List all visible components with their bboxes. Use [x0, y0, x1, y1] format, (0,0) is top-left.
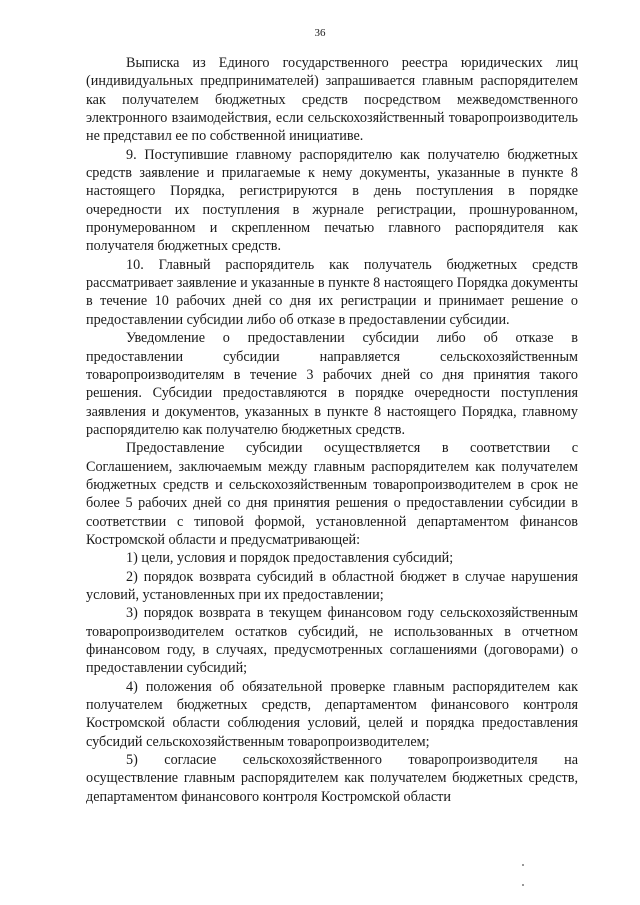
- paragraph-item-9: 9. Поступившие главному распорядителю как получателю бюджетных средств заявление и прилагаемые к нему документы, указанные в пункте 8 настоящего Порядка, регистрируются в день поступления в порядке очередности их поступления в журнале регистрации, прошнурованном, пронумерованном и скрепленном печатью главного распорядителя как получателя бюджетных средств.: [86, 146, 578, 255]
- list-item-5: 5) согласие сельскохозяйственного товаропроизводителя на осуществление главным распорядителем как получателем бюджетных средств, департаментом финансового контроля Костромской области: [86, 752, 578, 805]
- paragraph-notification: Уведомление о предоставлении субсидии либо об отказе в предоставлении субсидии направляется сельскохозяйственным товаропроизводителям в течение 3 рабочих дней со дня принятия такого решения. Субсидии предоставляются в порядке очередности поступления заявления и документов, указанных в пункте 8 настоящего Порядка, главному распорядителю как получателю бюджетных средств.: [86, 330, 578, 438]
- scan-speck: [522, 864, 524, 866]
- list-item-4: 4) положения об обязательной проверке главным распорядителем как получателем бюджетных средств, департаментом финансового контроля Костромской области соблюдения условий, целей и порядка предоставления субсидий сельскохозяйственным товаропроизводителем;: [86, 678, 578, 750]
- list-item-1: 1) цели, условия и порядок предоставления субсидий;: [126, 550, 454, 567]
- list-item-3: 3) порядок возврата в текущем финансовом году сельскохозяйственным товаропроизводителем остатков субсидий, не использованных в отчетном финансовом году, в случаях, предусмотренных соглашениями (договорами) о предоставлении субсидий;: [86, 605, 578, 677]
- list-item-2: 2) порядок возврата субсидий в областной бюджет в случае нарушения условий, установленных при их предоставлении;: [86, 568, 578, 603]
- paragraph-agreement: Предоставление субсидии осуществляется в соответствии с Соглашением, заключаемым между главным распорядителем как получателем бюджетных средств и сельскохозяйственным товаропроизводителем в срок не более 5 рабочих дней со дня принятия решения о предоставлении субсидии в соответствии с типовой формой, установленной департаментом финансов Костромской области и предусматривающей:: [86, 440, 578, 548]
- paragraph-egrul-extract: Выписка из Единого государственного реестра юридических лиц (индивидуальных предпринимателей) запрашивается главным распорядителем как получателем бюджетных средств посредством межведомственного электронного взаимодействия, если сельскохозяйственный товаропроизводитель не представил ее по собственной инициативе.: [86, 55, 578, 145]
- document-body: [86, 54, 578, 806]
- paragraph-item-10: 10. Главный распорядитель как получатель бюджетных средств рассматривает заявление и указанные в пункте 8 настоящего Порядка документы в течение 10 рабочих дней со дня их регистрации и принимает решение о предоставлении субсидии либо об отказе в предоставлении субсидии.: [86, 256, 578, 328]
- scan-speck: [522, 884, 524, 886]
- page-number: 36: [314, 27, 326, 39]
